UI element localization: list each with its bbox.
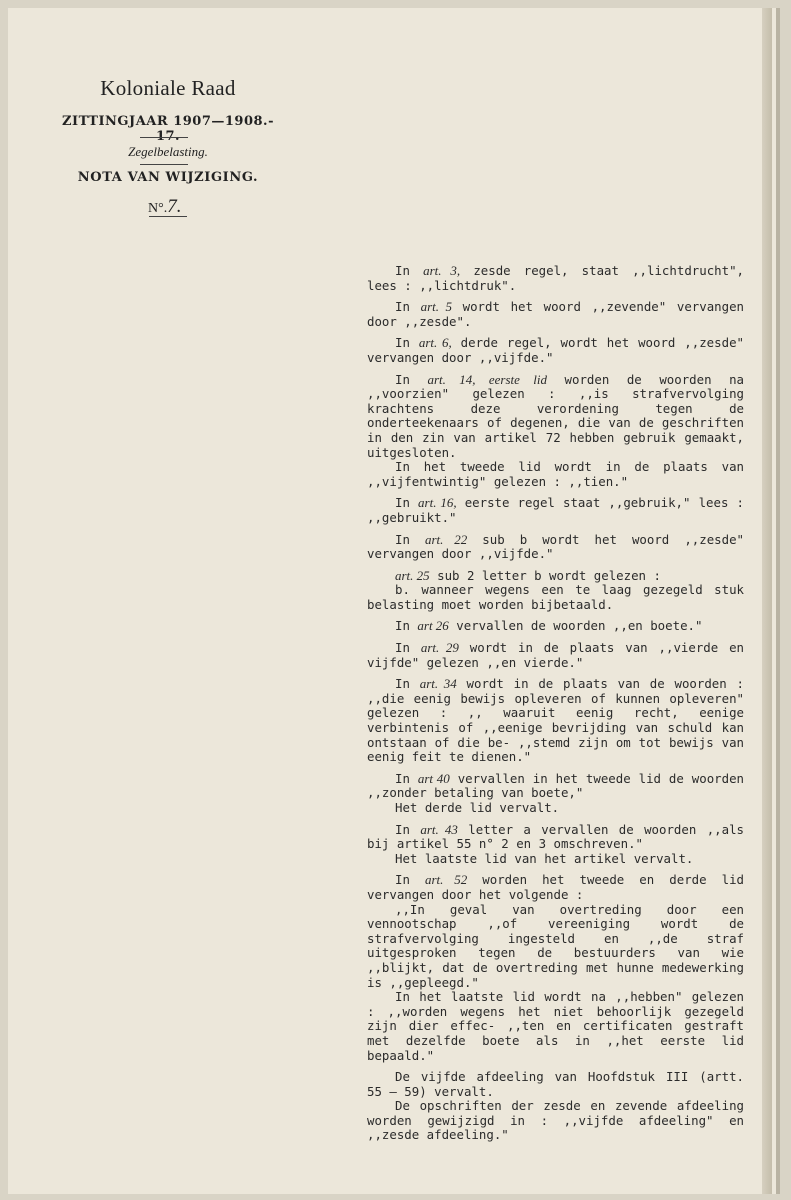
amendment-paragraph: In het tweede lid wordt in de plaats van ,,vijfentwintig" gelezen : ,,tien." xyxy=(367,459,744,489)
amendment-paragraph: Het derde lid vervalt. xyxy=(395,800,560,815)
amendment-paragraph: In art. 14, eerste lid worden de woorden na ,,voorzien" gelezen : ,,is strafvervolging krachtens deze verordening tegen de onderteekenaars of degenen, die van de geschriften in den zin van artikel 72 hebben gebruik gemaakt, uitgesloten. xyxy=(367,371,745,460)
amendment-paragraph: In art. 6, derde regel, wordt het woord ,,zesde" vervangen door ,,vijfde." xyxy=(367,335,744,365)
amendment-paragraph: In het laatste lid wordt na ,,hebben" gelezen : ,,worden wegens het niet behoorlijk gezegeld zijn dier effec- ,,ten en certificaten gestraft met dezelfde boete als in ,,het eerste lid bepaald." xyxy=(367,989,744,1063)
number-value: 7. xyxy=(167,196,182,217)
amendment-paragraph: In art 40 vervallen in het tweede lid de woorden ,,zonder betaling van boete," xyxy=(367,770,745,801)
amendment-paragraph: In art. 34 wordt in de plaats van de woorden : ,,die eenig bewijs opleveren of kunnen opleveren" gelezen : ,, waaruit eenig recht, eenige verbintenis of ,,eenige bevrijding van schuld kan ontstaan of die be- ,,stemd zijn om tot bewijs van eenig feit te dienen." xyxy=(367,676,744,765)
amendment-paragraph: In art. 22 sub b wordt het woord ,,zesde" vervangen door ,,vijfde." xyxy=(367,531,744,562)
divider-rule xyxy=(149,216,187,217)
amendment-paragraph: In art. 43 letter a vervallen de woorden ,,als bij artikel 55 n° 2 en 3 omschreven." xyxy=(367,821,744,852)
amendment-paragraph: Het laatste lid van het artikel vervalt. xyxy=(395,850,694,866)
amendment-paragraph: In art 26 vervallen de woorden ,,en boete." xyxy=(395,618,703,634)
amendment-paragraph: b. wanneer wegens een te laag gezegeld stuk belasting moet worden bijbetaald. xyxy=(367,582,744,612)
council-title: Koloniale Raad xyxy=(100,76,236,100)
session-line: ZITTINGJAAR 1907—1908.- 17. xyxy=(62,114,274,144)
amendment-paragraph: In art. 3, zesde regel, staat ,,lichtdrucht", lees : ,,lichtdruk". xyxy=(367,263,744,293)
amendment-paragraph: ,,In geval van overtreding door een vennootschap ,,of vereeniging wordt de strafvervolging ingesteld en ,,de straf uitgesproken tegen de bestuurders van wie ,,blijkt, dat de overtreding met hunne medewerking is ,,gepleegd." xyxy=(367,901,744,990)
amendment-paragraph: In art. 52 worden het tweede en derde lid vervangen door het volgende : xyxy=(367,872,744,902)
nota-heading: NOTA VAN WIJZIGING. xyxy=(77,170,259,185)
divider-rule xyxy=(140,137,188,138)
amendment-paragraph: In art. 29 wordt in de plaats van ,,vierde en vijfde" gelezen ,,en vierde." xyxy=(367,640,745,670)
divider-rule xyxy=(140,164,188,165)
amendment-paragraph: De opschriften der zesde en zevende afdeeling worden gewijzigd in : ,,vijfde afdeeling" en ,,zesde afdeeling." xyxy=(367,1098,744,1143)
amendment-paragraph: In art. 16, eerste regel staat ,,gebruik," lees : ,,gebruikt." xyxy=(367,495,744,525)
subject-line: Zegelbelasting. xyxy=(128,144,208,159)
number-label: N°. xyxy=(148,201,168,216)
amendments-text xyxy=(367,264,744,1150)
page-edge xyxy=(762,8,772,1194)
document-number xyxy=(148,196,208,218)
amendment-paragraph: art. 25 sub 2 letter b wordt gelezen : xyxy=(395,567,661,583)
amendment-paragraph: De vijfde afdeeling van Hoofdstuk III (artt. 55 — 59) vervalt. xyxy=(367,1069,744,1099)
document-page xyxy=(8,8,780,1194)
amendment-paragraph: In art. 5 wordt het woord ,,zevende" vervangen door ,,zesde". xyxy=(367,299,744,329)
